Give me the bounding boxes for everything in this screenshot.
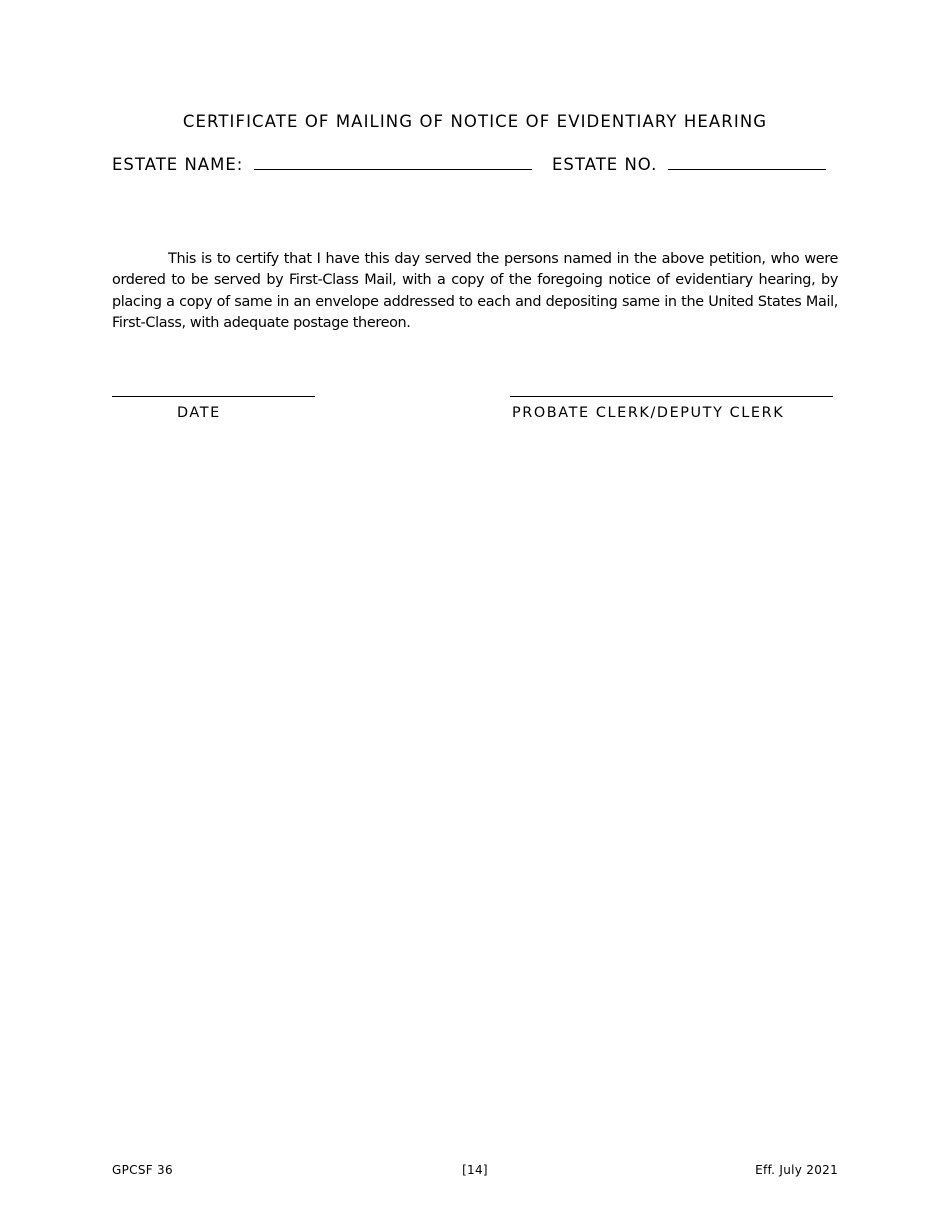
date-signature-line[interactable] (112, 396, 315, 397)
date-label: DATE (177, 405, 221, 421)
estate-name-blank[interactable] (254, 157, 532, 170)
page-number: [14] (462, 1163, 488, 1177)
estate-name-field (112, 155, 532, 174)
document-title: CERTIFICATE OF MAILING OF NOTICE OF EVIDENTIARY HEARING (182, 112, 768, 131)
certification-paragraph: This is to certify that I have this day served the persons named in the above petition, who were ordered to be served by First-Class Mail, with a copy of the foregoing notice of evidentiary hearing, by placing a copy of same in an envelope addressed to each and depositing same in the United States Mail, First-Class, with adequate postage thereon. (112, 251, 838, 332)
estate-no-field (552, 155, 826, 174)
estate-name-label: ESTATE NAME: (112, 155, 244, 174)
form-id: GPCSF 36 (112, 1163, 173, 1177)
estate-no-blank[interactable] (668, 157, 826, 170)
clerk-label: PROBATE CLERK/DEPUTY CLERK (512, 405, 785, 421)
clerk-signature-line[interactable] (510, 396, 833, 397)
effective-date: Eff. July 2021 (755, 1163, 838, 1177)
estate-no-label: ESTATE NO. (552, 155, 658, 174)
